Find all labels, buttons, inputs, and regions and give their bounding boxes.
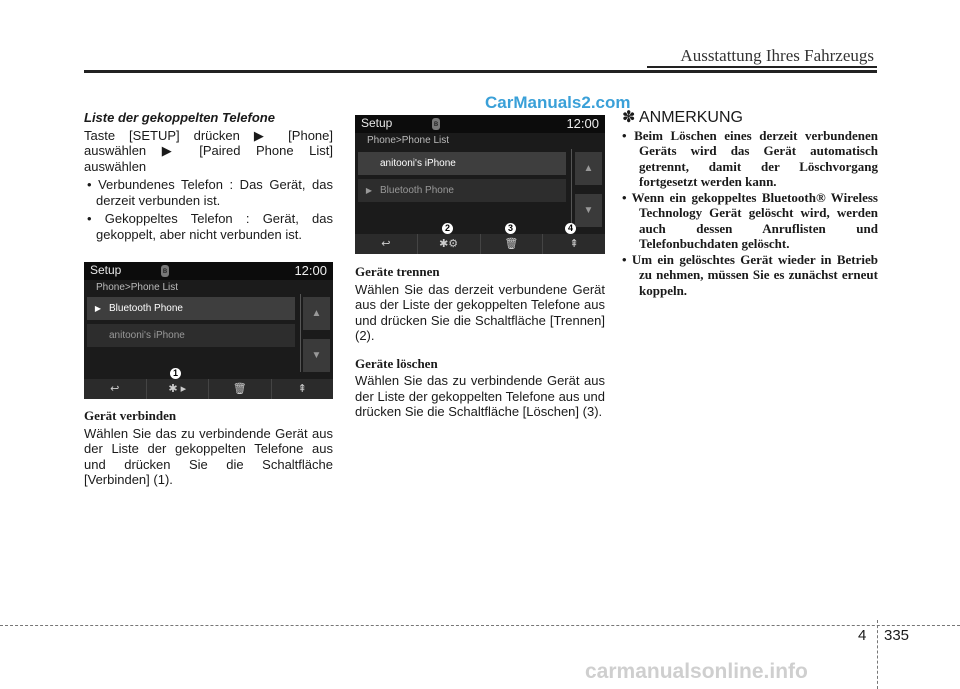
scroll-up-button[interactable]: ▲ bbox=[575, 152, 602, 185]
list-item-label: Bluetooth Phone bbox=[109, 303, 183, 314]
callout-badge: 4 bbox=[565, 223, 576, 234]
screen-2-button-bar bbox=[355, 234, 605, 254]
subsection-heading: Geräte löschen bbox=[355, 355, 438, 371]
play-icon: ▶ bbox=[94, 304, 102, 313]
subsection-text: Wählen Sie das derzeit verbundene Gerät aus der Liste der gekoppelten Telefone aus und drücken Sie die Schaltfläche [Trennen] (2). bbox=[355, 281, 605, 343]
column-2 bbox=[355, 264, 605, 423]
page-number: 335 bbox=[884, 627, 910, 644]
scroll-divider bbox=[300, 294, 301, 372]
list-item[interactable] bbox=[358, 179, 566, 202]
list-item-label: Bluetooth Phone bbox=[380, 185, 454, 196]
header-rule bbox=[84, 70, 877, 73]
chapter-number: 4 bbox=[858, 627, 867, 644]
priority-button[interactable]: ⇞ bbox=[542, 234, 605, 254]
bullet-connected: • Verbundenes Telefon : Das Gerät, das derzeit verbunden ist. bbox=[87, 177, 333, 208]
scroll-up-button[interactable]: ▲ bbox=[303, 297, 330, 330]
screen-1-button-bar bbox=[84, 379, 333, 399]
footer-rule bbox=[0, 625, 960, 626]
play-icon: ▶ bbox=[365, 186, 373, 195]
list-item[interactable] bbox=[87, 297, 295, 320]
back-button[interactable]: ↩ bbox=[381, 238, 391, 250]
priority-button[interactable]: ⇞ bbox=[271, 379, 334, 399]
disconnect-button[interactable]: ✱⚙ bbox=[417, 234, 480, 254]
connect-button[interactable]: ✱ ▸ bbox=[146, 379, 209, 399]
section-heading: Liste der gekoppelten Telefone bbox=[84, 110, 275, 125]
bluetooth-icon: ʙ bbox=[433, 119, 439, 128]
callout-badge: 1 bbox=[170, 368, 181, 379]
back-button[interactable]: ↩ bbox=[110, 383, 120, 395]
note-item: • Wenn ein gekoppeltes Bluetooth® Wireless Technology Gerät gelöscht wird, werden auch dessen Anruflisten und Telefonbuchdaten gelöscht. bbox=[622, 189, 878, 251]
screen-1-time: 12:00 bbox=[294, 263, 327, 278]
bullet-list bbox=[84, 177, 333, 242]
header-title: Ausstattung Ihres Fahrzeugs bbox=[680, 46, 874, 65]
list-item[interactable] bbox=[87, 324, 295, 347]
note-box bbox=[622, 110, 878, 298]
scroll-down-button[interactable]: ▼ bbox=[303, 339, 330, 372]
list-item[interactable] bbox=[358, 152, 566, 175]
subsection-text: Wählen Sie das zu verbindende Gerät aus der Liste der gekoppelten Telefone aus und drücken Sie die Schaltfläche [Verbinden] (1). bbox=[84, 425, 333, 487]
note-item: • Beim Löschen eines derzeit verbundenen Geräts wird das Gerät automatisch getrennt, damit der Löschvorgang fortgesetzt werden kann. bbox=[622, 127, 878, 189]
note-item: • Um ein gelöschtes Gerät wieder in Betrieb zu nehmen, müssen Sie es zunächst erneut koppeln. bbox=[622, 251, 878, 298]
list-item-label: anitooni's iPhone bbox=[109, 330, 185, 341]
scroll-down-button[interactable]: ▼ bbox=[575, 194, 602, 227]
bluetooth-icon: ʙ bbox=[162, 266, 168, 275]
callout-badge: 2 bbox=[442, 223, 453, 234]
subsection-text: Wählen Sie das zu verbindende Gerät aus der Liste der gekoppelten Telefone aus und drücken Sie die Schaltfläche [Löschen] (3). bbox=[355, 373, 605, 419]
scroll-divider bbox=[571, 149, 572, 227]
note-list bbox=[622, 128, 878, 299]
subsection-heading: Gerät verbinden bbox=[84, 408, 177, 423]
screen-2-title: Setup bbox=[361, 116, 393, 130]
bullet-paired: • Gekoppeltes Telefon : Gerät, das gekoppelt, aber nicht verbunden ist. bbox=[87, 211, 333, 242]
list-item-label: anitooni's iPhone bbox=[380, 158, 456, 169]
instruction-text: Taste [SETUP] drücken ▶ [Phone] auswählen ▶ [Paired Phone List] auswählen bbox=[84, 127, 333, 174]
column-1-lower bbox=[84, 408, 333, 491]
screen-2 bbox=[355, 115, 605, 254]
footer-watermark: carmanualsonline.info bbox=[585, 660, 808, 683]
header-rule-thin bbox=[647, 66, 877, 68]
delete-button[interactable]: 🗑 bbox=[480, 234, 543, 254]
callout-badge: 3 bbox=[505, 223, 516, 234]
screen-1-breadcrumb: Phone>Phone List bbox=[96, 282, 179, 293]
note-title: ✽ ANMERKUNG bbox=[622, 109, 743, 126]
footer-divider bbox=[877, 620, 878, 689]
screen-1 bbox=[84, 262, 333, 399]
screen-1-title: Setup bbox=[90, 263, 122, 277]
watermark: CarManuals2.com bbox=[485, 93, 631, 112]
screen-2-breadcrumb: Phone>Phone List bbox=[367, 135, 450, 146]
column-1 bbox=[84, 110, 333, 245]
subsection-heading: Geräte trennen bbox=[355, 264, 440, 279]
delete-button[interactable]: 🗑 bbox=[208, 379, 271, 399]
screen-2-time: 12:00 bbox=[566, 116, 599, 131]
